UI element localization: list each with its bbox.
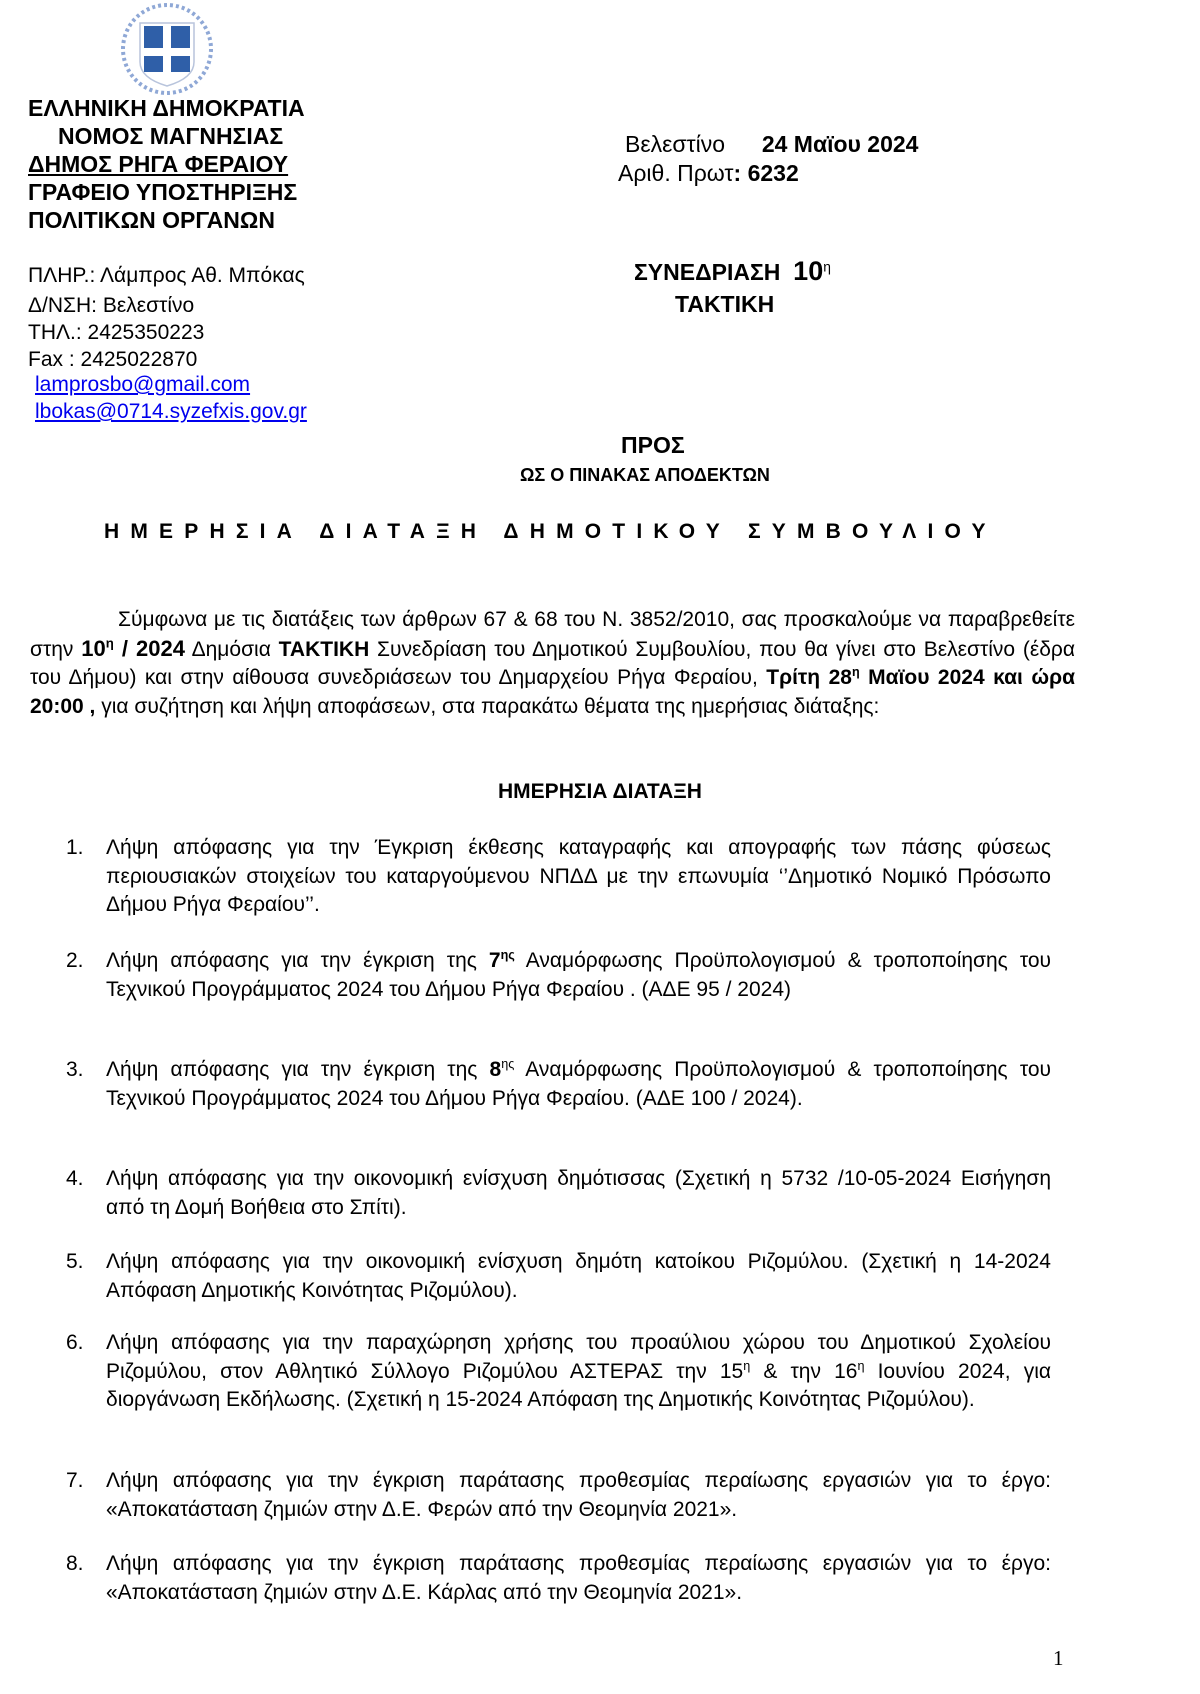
- item-text: Λήψη απόφασης για την έγκριση παράτασης προθεσμίας περαίωσης εργασιών για το έργο: «Αποκατάσταση ζημιών στην Δ.Ε. Κάρλας από την Θεομηνία 2021».: [106, 1552, 1051, 1604]
- org-line-5: ΠΟΛΙΤΙΚΩΝ ΟΡΓΑΝΩΝ: [28, 207, 275, 233]
- protocol-label: Αριθ. Πρωτ: [618, 160, 734, 186]
- item-number: 3.: [66, 1058, 84, 1081]
- intro-text-3: Συνεδρίαση του Δημοτικού Συμβουλίου, που θα γίνει στο Βελεστίνο (έδρα του Δήμου) και στην αίθουσα συνεδριάσεων του Δημαρχείου Ρήγα Φεραίου,: [30, 637, 1075, 689]
- session-label: ΣΥΝΕΔΡΙΑΣΗ: [634, 259, 781, 285]
- contact-address: Δ/ΝΣΗ: Βελεστίνο: [28, 294, 195, 317]
- item-text-rest: Αναμόρφωσης Προϋπολογισμού & τροποποίησης του Τεχνικού Προγράμματος 2024 του Δήμου Ρήγα Φεραίου. (ΑΔΕ 100 / 2024).: [106, 1058, 1051, 1110]
- session-type: ΤΑΚΤΙΚΗ: [675, 291, 775, 317]
- item-text-pre: Λήψη απόφασης για την παραχώρηση χρήσης του προαύλιου χώρου του Δημοτικού Σχολείου Ριζομύλου, στον Αθλητικό Σύλλογο Ριζομύλου ΑΣΤΕΡΑΣ την 15: [106, 1331, 1051, 1383]
- intro-session-year: / 2024: [113, 635, 185, 661]
- greek-coat-of-arms-icon: [92, 0, 242, 98]
- item-text-rest: Αναμόρφωσης Προϋπολογισμού & τροποποίησης του Τεχνικού Προγράμματος 2024 του Δήμου Ρήγα Φεραίου . (ΑΔΕ 95 / 2024): [106, 949, 1051, 1001]
- item-text: Λήψη απόφασης για την Έγκριση έκθεσης καταγραφής και απογραφής των πάσης φύσεως περιουσιακών στοιχείων του καταργούμενου ΝΠΔΔ με την επωνυμία ‘’Δημοτικό Νομικό Πρόσωπο Δήμου Ρήγα Φεραίου’’.: [106, 836, 1051, 916]
- email-link-2[interactable]: lbokas@0714.syzefxis.gov.gr: [35, 400, 307, 423]
- intro-datetime: Μαϊου 2024 και ώρα 20:00 ,: [30, 666, 1075, 718]
- session-heading: [634, 256, 831, 287]
- date: 24 Μαϊου 2024: [761, 131, 919, 157]
- intro-text-1: Σύμφωνα με τις διατάξεις των άρθρων 67 & 68 του Ν. 3852/2010, σας προσκαλούμε να παραβρεθείτε στην: [30, 608, 1075, 661]
- intro-text-4: για συζήτηση και λήψη αποφάσεων, στα παρακάτω θέματα της ημερήσιας διάταξης:: [95, 694, 880, 718]
- page-number: 1: [1053, 1646, 1064, 1670]
- item-number: 8.: [66, 1552, 84, 1575]
- item-ordinal-sup: ης: [500, 948, 515, 962]
- item-text-rest: Ιουνίου 2024, για διοργάνωση Εκδήλωσης. (Σχετική η 15-2024 Απόφαση της Δημοτικής Κοινότητας Ριζομύλου).: [106, 1359, 1051, 1411]
- intro-paragraph: [30, 606, 1075, 721]
- agenda-item: [66, 834, 1051, 920]
- item-text: [106, 947, 1051, 1004]
- session-number: 10: [793, 256, 824, 286]
- agenda-item: [66, 1056, 1051, 1113]
- agenda-title: ΗΜΕΡΗΣΙΑ ΔΙΑΤΑΞΗ: [498, 780, 702, 803]
- item-number: 4.: [66, 1167, 84, 1190]
- protocol-line: [618, 160, 799, 187]
- item-text: [106, 1329, 1051, 1415]
- email-link-1[interactable]: lamprosbo@gmail.com: [35, 373, 251, 396]
- intro-text-2: Δημόσια: [184, 637, 279, 661]
- place: Βελεστίνο: [625, 131, 726, 157]
- agenda-item: [66, 1329, 1051, 1415]
- org-line-1: ΕΛΛΗΝΙΚΗ ΔΗΜΟΚΡΑΤΙΑ: [28, 95, 305, 121]
- intro-day-sup: η: [851, 665, 860, 679]
- item-ordinal-sup: ης: [501, 1057, 515, 1071]
- item-number: 7.: [66, 1469, 84, 1492]
- session-sup: η: [823, 259, 831, 275]
- item-text: Λήψη απόφασης για την έγκριση παράτασης προθεσμίας περαίωσης εργασιών για το έργο: «Αποκατάσταση ζημιών στην Δ.Ε. Φερών από την Θεομηνία 2021».: [106, 1469, 1051, 1521]
- to-label: ΠΡΟΣ: [621, 432, 685, 458]
- org-line-2: ΝΟΜΟΣ ΜΑΓΝΗΣΙΑΣ: [58, 123, 284, 149]
- item-text-pre: Λήψη απόφασης για την έγκριση της: [106, 1058, 490, 1081]
- agenda-item: [66, 1550, 1051, 1607]
- item-text-pre: Λήψη απόφασης για την έγκριση της: [106, 949, 489, 972]
- recipients: ΩΣ Ο ΠΙΝΑΚΑΣ ΑΠΟΔΕΚΤΩΝ: [520, 465, 770, 485]
- item-text: Λήψη απόφασης για την οικονομική ενίσχυση δημότισσας (Σχετική η 5732 /10-05-2024 Εισήγηση από τη Δομή Βοήθεια στο Σπίτι).: [106, 1167, 1051, 1219]
- intro-session-sup: η: [105, 635, 114, 651]
- item-text-mid: & την 16: [750, 1359, 858, 1383]
- item-number: 1.: [66, 836, 84, 859]
- item-text: [106, 1056, 1051, 1113]
- intro-session-number: 10: [81, 635, 106, 661]
- contact-fax: Fax : 2425022870: [28, 348, 198, 371]
- intro-session-type: ΤΑΚΤΙΚΗ: [278, 637, 370, 661]
- agenda-item: [66, 1467, 1051, 1524]
- agenda-item: [66, 947, 1051, 1004]
- org-line-4: ΓΡΑΦΕΙΟ ΥΠΟΣΤΗΡΙΞΗΣ: [28, 179, 298, 205]
- agenda-item: [66, 1165, 1051, 1222]
- contact-phone: ΤΗΛ.: 2425350223: [28, 321, 205, 344]
- item-number: 2.: [66, 949, 84, 972]
- agenda-item: [66, 1248, 1051, 1305]
- item-number: 6.: [66, 1331, 84, 1354]
- item-ordinal: 8: [489, 1058, 502, 1081]
- item-ordinal: 7: [488, 949, 501, 972]
- org-line-3: ΔΗΜΟΣ ΡΗΓΑ ΦΕΡΑΙΟΥ: [28, 151, 289, 177]
- protocol-number: : 6232: [733, 160, 799, 186]
- item-sup-1: η: [743, 1358, 751, 1373]
- contact-person: ΠΛΗΡ.: Λάμπρος Αθ. Μπόκας: [28, 264, 305, 287]
- date-line: [625, 131, 918, 158]
- intro-day: Τρίτη 28: [766, 666, 852, 689]
- document-title: ΗΜΕΡΗΣΙΑ ΔΙΑΤΑΞΗ ΔΗΜΟΤΙΚΟΥ ΣΥΜΒΟΥΛΙΟΥ: [104, 520, 997, 543]
- item-text: Λήψη απόφασης για την οικονομική ενίσχυση δημότη κατοίκου Ριζομύλου. (Σχετική η 14-2024 Απόφαση Δημοτικής Κοινότητας Ριζομύλου).: [106, 1250, 1051, 1302]
- item-sup-2: η: [857, 1358, 865, 1373]
- item-number: 5.: [66, 1250, 84, 1273]
